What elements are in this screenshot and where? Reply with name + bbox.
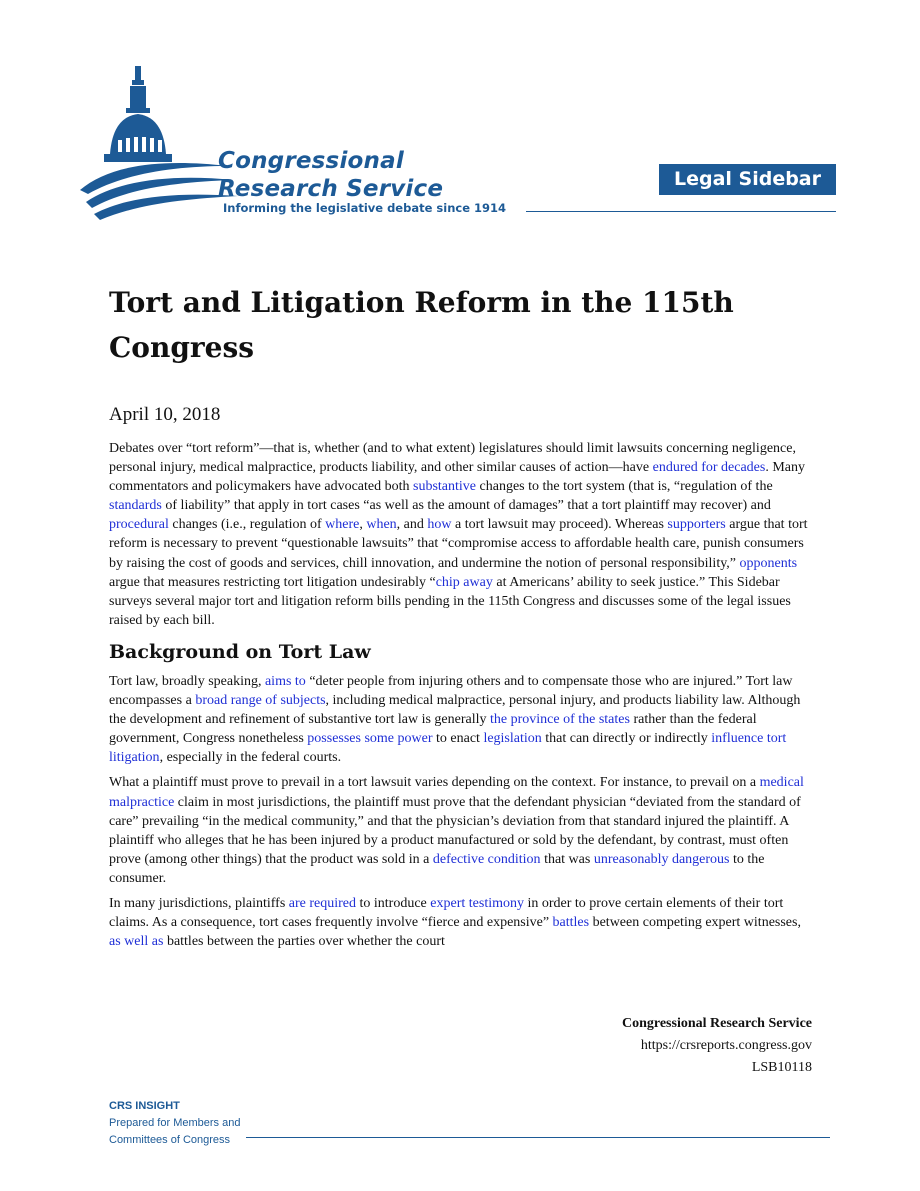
organization-name [218,147,443,203]
text-run: that was [540,851,594,867]
publication-date: April 10, 2018 [109,404,221,425]
text-run: , [359,517,367,533]
background-paragraph-3 [109,894,816,951]
link-when[interactable]: when [366,517,397,533]
text-run: of liability” that apply in tort cases “as well as the amount of damages” that a tort plaintiff may recover) and [161,498,771,514]
text-run: What a plaintiff must prove to prevail in a tort lawsuit varies depending on the context. For instance, to prevail on a [109,775,760,791]
text-run: changes to the tort system (that is, “regulation of the [476,479,773,495]
article-body [109,439,816,957]
link-aims-to[interactable]: aims to [264,673,306,689]
text-run: to introduce [356,895,431,911]
link-unreasonably-dangerous[interactable]: unreasonably dangerous [593,851,730,867]
text-run: , including medical malpractice, personal injury, and products liability law. Although the development and refinement of substantive tort law is generally [109,693,801,728]
capitol-dome-logo [78,62,238,222]
link-opponents[interactable]: opponents [739,555,798,571]
text-run: , especially in the federal courts. [159,750,342,766]
text-run: rather than the federal government, Congress nonetheless [109,712,757,747]
crs-insight-block [109,1098,240,1149]
link-supporters[interactable]: supporters [667,517,726,533]
section-heading: Background on Tort Law [109,640,371,663]
text-run: In many jurisdictions, plaintiffs [109,895,289,911]
link-influence-tort-litigation[interactable]: influence tort litigation [109,731,787,766]
text-run: Tort law, broadly speaking, [109,673,265,689]
text-run: at Americans’ ability to seek justice.” This Sidebar surveys several major tort and litigation reform bills pending in the 115th Congress and discusses some of the legal issues raised by each bill. [109,574,791,628]
text-run: in order to prove certain elements of their tort claims. As a consequence, tort cases frequently involve “fierce and expensive” [109,895,784,931]
crs-footer [622,1013,812,1079]
link-expert-testimony[interactable]: expert testimony [430,895,524,911]
insight-label: CRS INSIGHT [109,1100,180,1112]
link-procedural[interactable]: procedural [109,517,169,533]
link-endured-for-decades[interactable]: endured for decades [652,460,766,476]
link-broad-range-of-subjects[interactable]: broad range of subjects [195,693,326,709]
header-rule [526,211,836,212]
text-run: that can directly or indirectly [541,731,712,747]
text-run: claim in most jurisdictions, the plaintiff must prove that the defendant physician “deviated from the standard of care” prevailing “in the medical community,” and that the physician’s deviation from that standard injured the plaintiff. A plaintiff who alleges that he has been injured by a product manufactured or sold by the defendant, by contrast, must often prove (among other things) that the product was sold in a [109,794,801,867]
insight-line-1: Prepared for Members and [109,1117,241,1129]
text-run: to the consumer. [109,851,765,886]
insight-line-2: Committees of Congress [109,1134,231,1146]
footer-org-name: Congressional Research Service [621,1016,812,1031]
footer-rule [246,1137,830,1138]
org-name-line2: Research Service [218,176,444,202]
text-run: . Many commentators and policymakers have advocated both [109,460,806,495]
footer-url[interactable]: https://crsreports.congress.gov [640,1038,812,1053]
text-run: to enact [432,731,484,747]
tagline: Informing the legislative debate since 1914 [223,201,507,215]
text-run: “deter people from injuring others and to compensate those who are injured.” Tort law encompasses a [109,673,793,709]
link-are-required[interactable]: are required [288,895,357,911]
link-defective-condition[interactable]: defective condition [432,851,541,867]
page-title: Tort and Litigation Reform in the 115th Congress [109,286,734,364]
text-run: between competing expert witnesses, [589,915,801,931]
link-chip-away[interactable]: chip away [435,574,493,590]
background-paragraph-1 [109,672,816,767]
text-run: battles between the parties over whether the court [163,934,445,950]
org-name-line1: Congressional [218,148,404,174]
report-id: LSB10118 [751,1060,812,1075]
link-how[interactable]: how [427,517,452,533]
link-where[interactable]: where [325,517,360,533]
text-run: changes (i.e., regulation of [168,517,326,533]
link-standards[interactable]: standards [109,498,162,514]
link-substantive[interactable]: substantive [413,479,477,495]
text-run: argue that tort reform is necessary to prevent “questionable lawsuits” that “compromise access to affordable health care, punish consumers by raising the cost of goods and services, chill innovation, and undermine the notion of personal responsibility,” [109,517,808,571]
link-possesses-some-power[interactable]: possesses some power [307,731,433,747]
link-medical-malpractice[interactable]: medical malpractice [109,775,804,810]
link-as-well-as[interactable]: as well as [109,934,164,950]
text-run: argue that measures restricting tort litigation undesirably “ [109,574,436,590]
text-run: Debates over “tort reform”—that is, whether (and to what extent) legislatures should limit lawsuits concerning negligence, personal injury, medical malpractice, products liability, and other similar causes of action—have [109,441,796,476]
text-run: , and [396,517,428,533]
link-legislation[interactable]: legislation [483,731,542,747]
text-run: a tort lawsuit may proceed). Whereas [451,517,668,533]
background-paragraph-2 [109,773,816,888]
intro-paragraph [109,439,816,630]
legal-sidebar-badge: Legal Sidebar [659,164,836,195]
link-province-of-the-states[interactable]: the province of the states [490,712,630,728]
link-battles[interactable]: battles [552,915,590,931]
